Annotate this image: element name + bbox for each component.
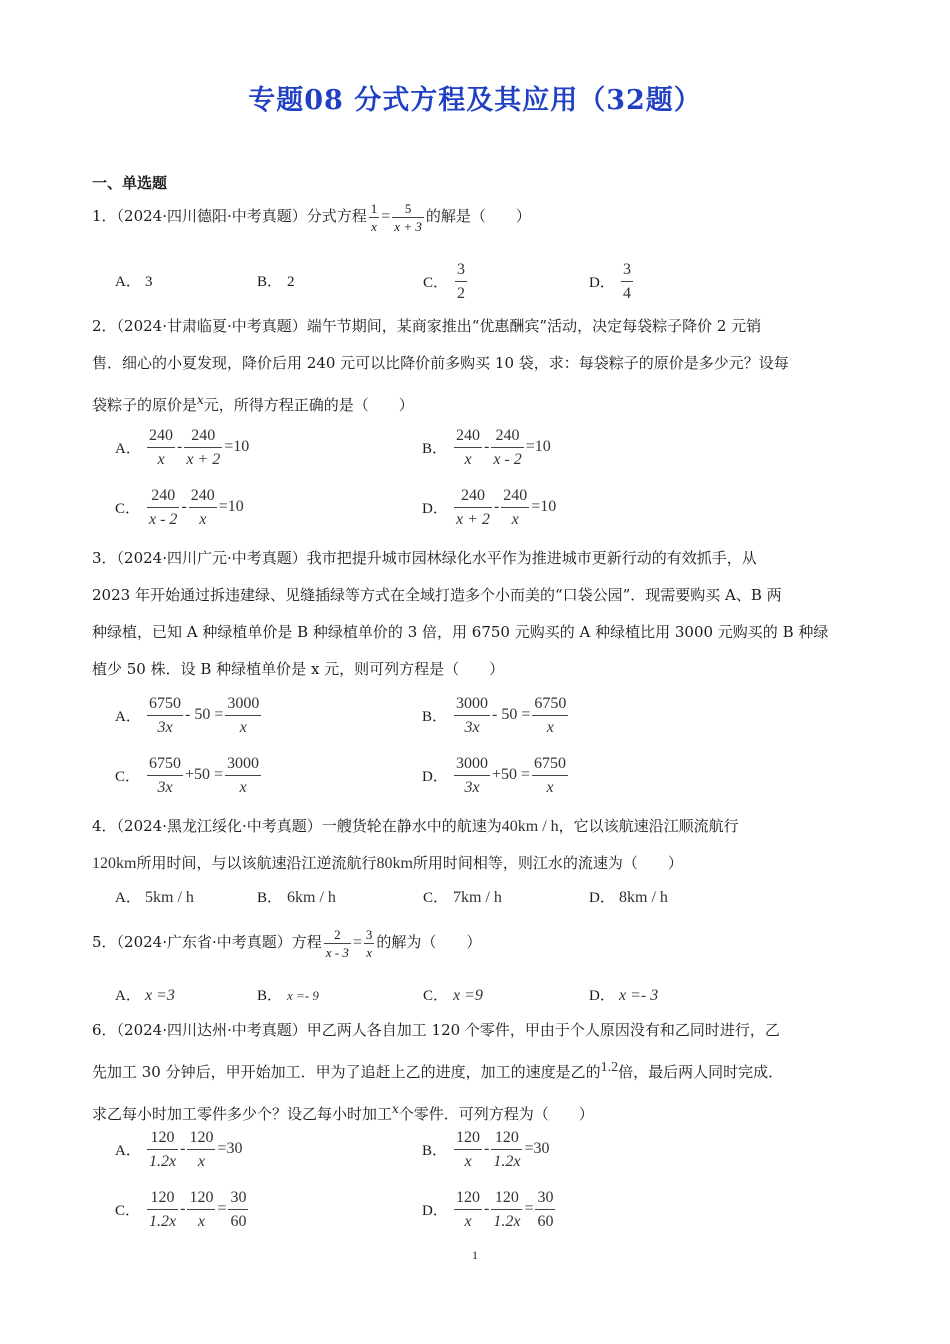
option-a[interactable]: A． $\frac{240}{x}$ - $\frac{240}{x + 2}$ =10 (115, 424, 249, 471)
option-b[interactable]: B． $\frac{240}{x}$ - $\frac{240}{x - 2}$ =10 (422, 424, 551, 471)
q1-fraction-lhs: $\frac{1}{x}$ (370, 200, 378, 234)
option-b[interactable]: B． 6km / h (257, 889, 336, 906)
page-title: 专题08 分式方程及其应用（32题） (248, 85, 702, 116)
question-5: 5．（2024·广东省·中考真题）方程 $\frac{2}{x - 3}$ = $\frac{3}{x}$ 的解为（ ） (92, 926, 482, 960)
q5-fraction-rhs: $\frac{3}{x}$ (365, 926, 373, 960)
q5-fraction-lhs: $\frac{2}{x - 3}$ (325, 926, 349, 960)
question-3: 3．（2024·四川广元·中考真题）我市把提升城市园林绿化水平作为推进城市更新行动的有效抓手，从 2023 年开始通过拆违建绿、见缝插绿等方式在全域打造多个小而美的“口袋公园”．现需要购买 A、B 两 种绿植，已知 A 种绿植单价是 B 种绿植单价的 3 倍，用 6750 元购买的 A 种绿植比用 3000 元购买的 B 种绿 植少 50 株．设 B 种绿植单价是 x 元，则可列方程是（ ） (92, 549, 829, 678)
section-heading: 一、单选题 (92, 174, 168, 192)
option-d[interactable]: D． $\frac{120}{x}$ - $\frac{120}{1.2x}$ = $\frac{30}{60}$ (422, 1186, 557, 1233)
option-d[interactable]: D． $\frac{3000}{3x}$ +50 = $\frac{6750}{x}$ (422, 752, 570, 799)
option-a[interactable]: A． x =3 (115, 987, 175, 1004)
option-d[interactable]: D． x =- 3 (589, 987, 659, 1004)
option-b[interactable]: B． x =- 9 (257, 988, 319, 1004)
question-1: 1．（2024·四川德阳·中考真题）分式方程 $\frac{1}{x}$ = $\frac{5}{x + 3}$ 的解是（ ） (92, 200, 531, 234)
option-c[interactable]: C． $\frac{240}{x - 2}$ - $\frac{240}{x}$ =10 (115, 484, 244, 531)
page-number: 1 (472, 1248, 478, 1262)
option-b[interactable]: B． $\frac{3000}{3x}$ - 50 = $\frac{6750}{x}$ (422, 692, 570, 739)
option-c[interactable]: C． $\frac{6750}{3x}$ +50 = $\frac{3000}{x}$ (115, 752, 263, 799)
option-c[interactable]: C． $\frac{3}{2}$ (423, 258, 469, 305)
q1-stem: 1．（2024·四川德阳·中考真题）分式方程 (92, 207, 367, 225)
q1-stem-end: 的解是（ ） (425, 207, 531, 225)
option-d[interactable]: D． 8km / h (589, 889, 668, 906)
option-c[interactable]: C． $\frac{120}{1.2x}$ - $\frac{120}{x}$ = $\frac{30}{60}$ (115, 1186, 250, 1233)
question-4: 4．（2024·黑龙江绥化·中考真题）一艘货轮在静水中的航速为40km / h，它以该航速沿江顺流航行 120km所用时间，与以该航速沿江逆流航行80km所用时间相等，则江水的流速为（ ） (92, 817, 739, 872)
option-c[interactable]: C． x =9 (423, 987, 483, 1004)
option-a[interactable]: A． $\frac{6750}{3x}$ - 50 = $\frac{3000}{x}$ (115, 692, 263, 739)
option-d[interactable]: D． $\frac{3}{4}$ (589, 258, 635, 305)
question-2: 2．（2024·甘肃临夏·中考真题）端午节期间，某商家推出“优惠酬宾”活动，决定每袋粽子降价 2 元销 售．细心的小夏发现，降价后用 240 元可以比降价前多购买 10 袋，求：每袋粽子的原价是多少元？设每 袋粽子的原价是$^x$元，所得方程正确的是（ ） (92, 317, 789, 414)
option-a[interactable]: A． $\frac{120}{1.2x}$ - $\frac{120}{x}$ =30 (115, 1126, 242, 1173)
option-a[interactable]: A． 5km / h (115, 889, 194, 906)
option-b[interactable]: B． $\frac{120}{x}$ - $\frac{120}{1.2x}$ =30 (422, 1126, 549, 1173)
option-b[interactable]: B． 2 (257, 274, 295, 290)
question-6: 6．（2024·四川达州·中考真题）甲乙两人各自加工 120 个零件，甲由于个人原因没有和乙同时进行，乙 先加工 30 分钟后，甲开始加工．甲为了追赶上乙的进度，加工的速度是乙的$^{1.2}$倍，最后两人同时完成． 求乙每小时加工零件多少个？设乙每小时加工$^x$个零件．可列方程为（ ） (92, 1021, 784, 1123)
q1-fraction-rhs: $\frac{5}{x + 3}$ (394, 200, 422, 234)
option-d[interactable]: D． $\frac{240}{x + 2}$ - $\frac{240}{x}$ =10 (422, 484, 556, 531)
option-c[interactable]: C． 7km / h (423, 889, 502, 906)
option-a[interactable]: A． 3 (115, 274, 153, 290)
